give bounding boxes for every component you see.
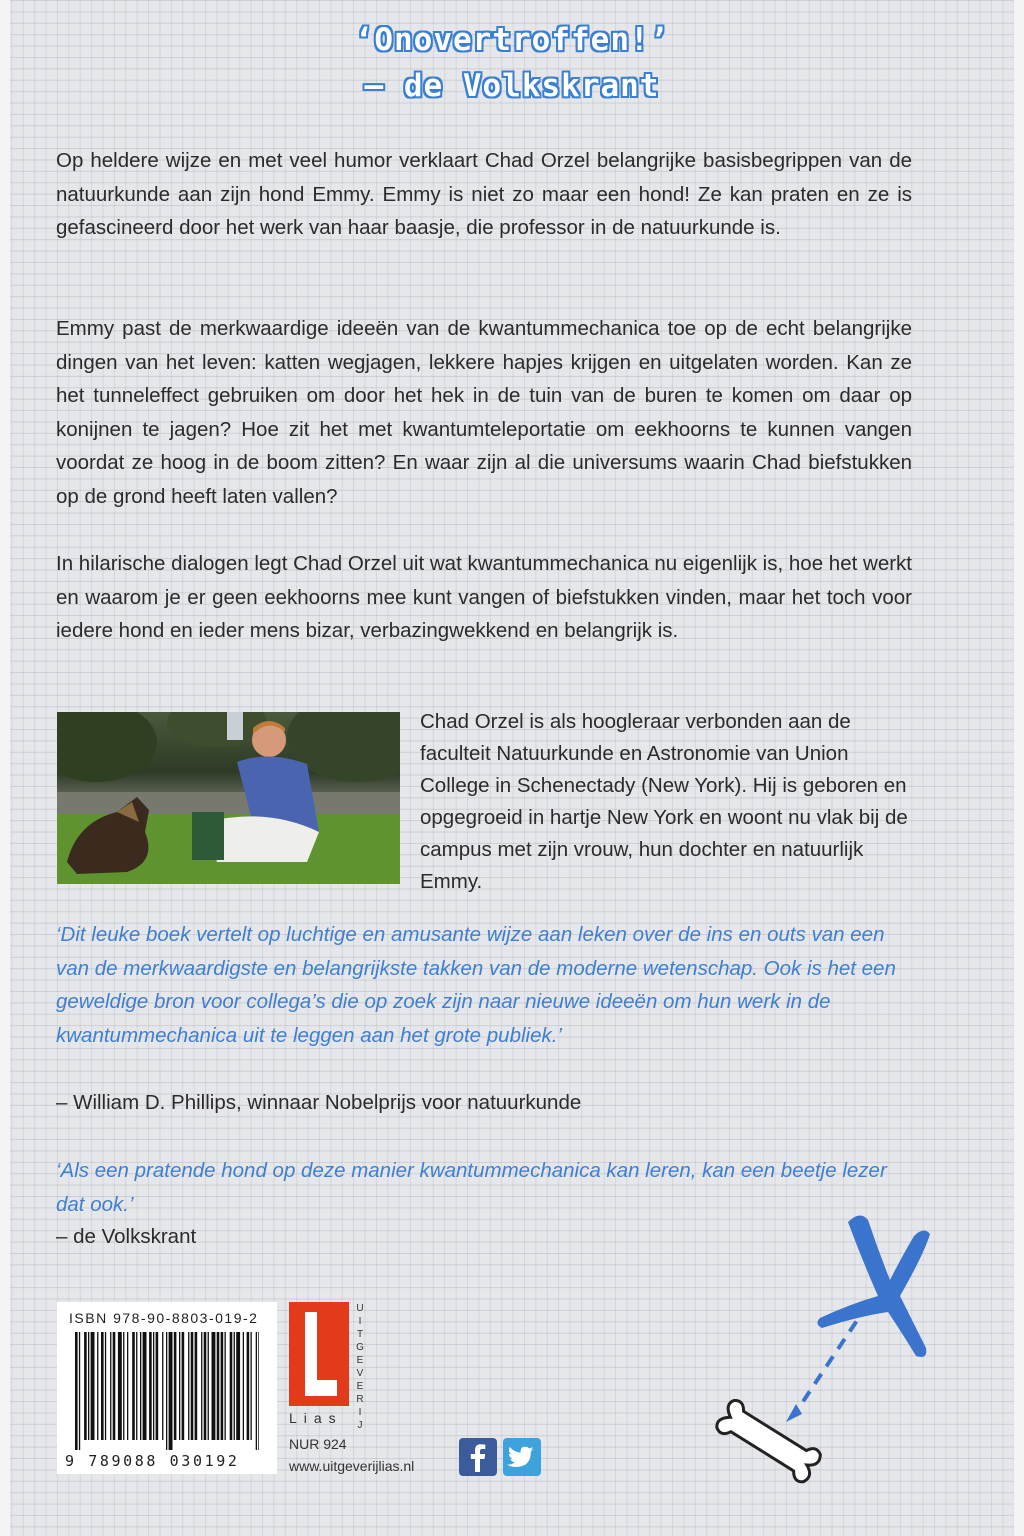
barcode-bar [234,1332,235,1440]
barcode-bar [212,1332,216,1440]
isbn-number: ISBN 978-90-8803-019-2 [69,1310,259,1326]
facebook-icon[interactable] [459,1438,497,1476]
review-source-2: – de Volkskrant [56,1225,197,1248]
barcode-bar [162,1332,163,1440]
barcode-bar [256,1332,257,1450]
barcode-bar [247,1332,250,1440]
ean-number: 9 789088 030192 [65,1452,240,1470]
barcode-bar [97,1332,98,1440]
barcode-bar [236,1332,240,1440]
bone-icon [714,1398,823,1485]
publisher-logo-letter [303,1312,337,1396]
treasure-map-doodle [700,1200,940,1490]
barcode-bar [156,1332,159,1440]
page-edge-left [0,0,10,1536]
barcode-bar [79,1332,80,1450]
description-paragraph-2: Emmy past de merkwaardige ideeën van de kwantummechanica toe op de echt belangrijke dingen van het leven: katten wegjagen, lekkere hapjes krijgen en uitgelaten worden. Kan ze het tunneleffect gebruiken om door het hek in de tuin van de buren te komen om daar op konijnen te jagen? Hoe zit het met kwantumteleportatie om eekhoorns te kunnen vangen voordat ze hoog in de boom zitten? En waar zijn al die universums waarin Chad biefstukken op de grond heeft laten vallen? [56,317,912,508]
barcode-bar [127,1332,128,1440]
cross-icon [817,1215,930,1357]
publisher-website[interactable]: www.uitgeverijlias.nl [289,1458,415,1474]
review-quote-1: ‘Dit leuke boek vertelt op luchtige en amusante wijze aan leken over de ins en outs van een van de merkwaardigste en belangrijkste takken van de moderne wetenschap. Ook is het een geweldige bron voor collega’s die op zoek zijn naar nieuwe ideeën om hun werk in de kwantummechanica uit te leggen aan het grote publiek.’ [56,923,896,1047]
barcode-bar [105,1332,106,1440]
barcode-bar [169,1332,173,1450]
headline-quote: ‘Onovertroffen!’ [354,22,670,58]
description-paragraph-1: Op heldere wijze en met veel humor verklaart Chad Orzel belangrijke basisbegrippen van de natuurkunde aan zijn hond Emmy. Emmy is niet zo maar een hond! Ze kan praten en ze is gefascineerd door het werk van haar baasje, die professor in de natuurkunde is. [56,149,912,240]
barcode-bar [191,1332,194,1440]
barcode-bar [174,1332,177,1440]
barcode-bar [217,1332,220,1440]
barcode-bar [188,1332,189,1440]
barcode-bar [132,1332,135,1440]
twitter-icon[interactable] [503,1438,541,1476]
barcode-bar [101,1332,104,1440]
barcode-bar [140,1332,141,1440]
barcode-bar [179,1332,180,1440]
barcode-bar [153,1332,154,1440]
barcode-bar [204,1332,207,1440]
barcode-bar [149,1332,152,1440]
barcode-box [57,1302,277,1474]
barcode-bar [136,1332,137,1440]
description-paragraph-3: In hilarische dialogen legt Chad Orzel uit wat kwantummechanica nu eigenlijk is, hoe het werkt en waarom je er geen eekhoorns mee kunt vangen of biefstukken vinden, maar het toch voor iedere hond en ieder mens bizar, verbazingwekkend en belangrijk is. [56,552,912,643]
review-source-1: – William D. Phillips, winnaar Nobelprijs voor natuurkunde [56,1091,582,1114]
barcode-bar [243,1332,244,1440]
author-photo [57,712,400,884]
barcode-bar [230,1332,233,1440]
barcode-bar [258,1332,259,1450]
barcode-bar [225,1332,226,1440]
barcode-bar [221,1332,224,1440]
barcode-bars [75,1332,259,1450]
publisher-vertical-label: U I T G E V E R I J [356,1303,364,1431]
barcode-bar [118,1332,122,1440]
barcode-bar [113,1332,116,1440]
barcode-bar [123,1332,124,1440]
headline-source: – de Volkskrant [364,68,660,104]
barcode-bar [201,1332,202,1440]
barcode-bar [166,1332,167,1450]
nur-code: NUR 924 [289,1436,347,1452]
barcode-bar [75,1332,78,1450]
barcode-bar [91,1332,95,1440]
barcode-bar [195,1332,198,1440]
barcode-bar [208,1332,209,1440]
review-quote-2: ‘Als een pratende hond op deze manier kwantummechanica kan leren, kan een beetje lezer dat ook.’ [56,1159,887,1216]
barcode-bar [110,1332,111,1440]
publisher-name: Lias [289,1410,343,1426]
page-edge-right [1014,0,1024,1536]
barcode-bar [182,1332,185,1440]
barcode-bar [143,1332,147,1440]
author-bio: Chad Orzel is als hoogleraar verbonden aan de faculteit Natuurkunde en Astronomie van Union College in Schenectady (New York). Hij is geboren en opgegroeid in hartje New York en woont nu vlak bij de campus met zijn vrouw, hun dochter en natuurlijk Emmy. [420,710,908,893]
barcode-bar [251,1332,252,1440]
barcode-bar [84,1332,87,1440]
barcode-bar [88,1332,89,1440]
